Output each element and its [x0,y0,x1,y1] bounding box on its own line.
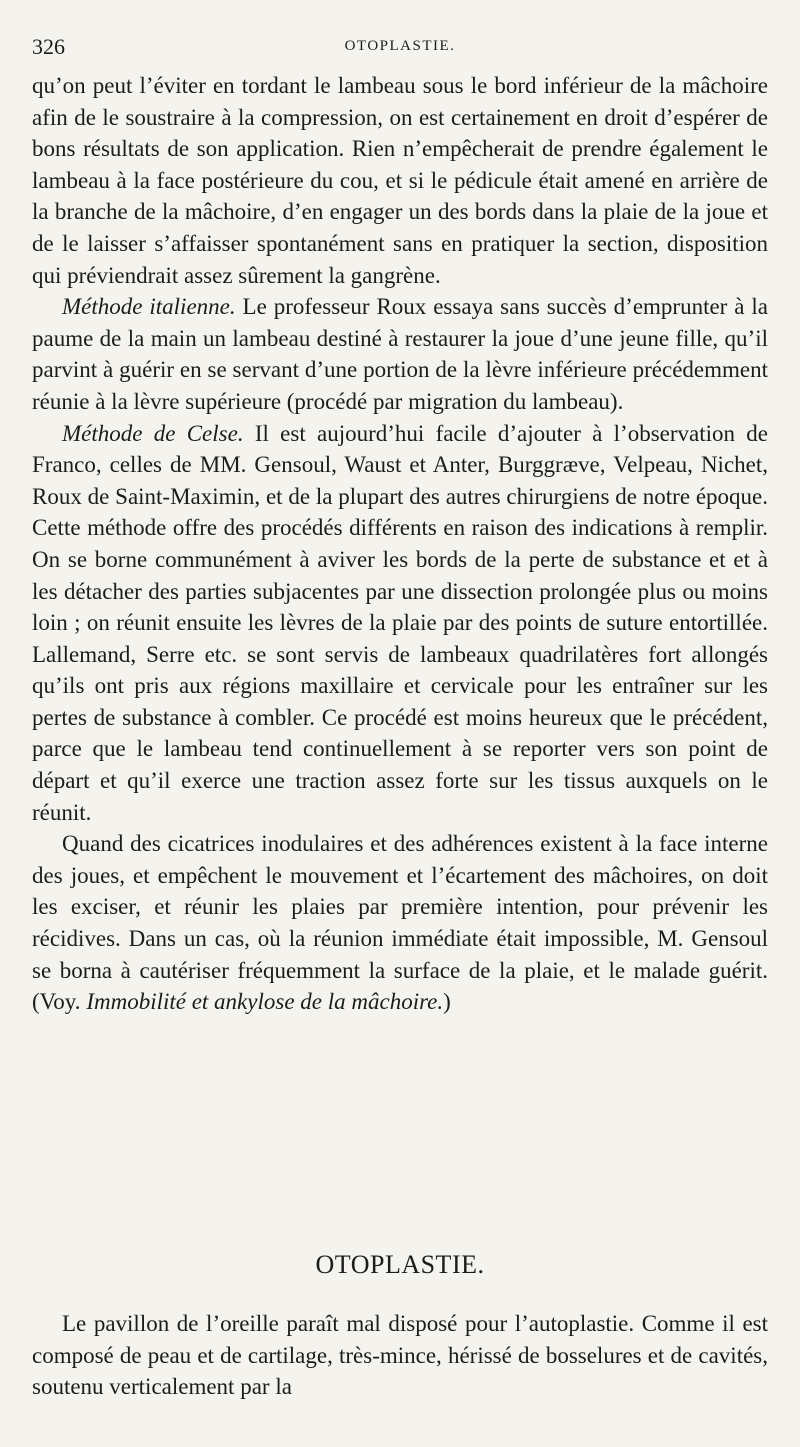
paragraph-text: Le pavillon de l’oreille paraît mal disposé pour l’autoplastie. Comme il est composé de peau et de cartilage, très-mince, hérissé de bosselures et de cavités, soutenu verticalement par la [32,1311,768,1400]
paragraph [32,1308,768,1403]
paragraph-text: Le professeur Roux essaya sans succès d’emprunter à la paume de la main un lambeau destiné à restaurer la joue d’une jeune fille, qu’il parvint à guérir en se servant d’une portion de la lèvre inférieure précédemment réunie à la lèvre supérieure (procédé par migration du lambeau). [32,294,768,414]
paragraph-text: Quand des cicatrices inodulaires et des adhérences existent à la face interne des joues, et empêchent le mouvement et l’écartement des mâchoires, on doit les exciser, et réunir les plaies par première intention, pour prévenir les récidives. Dans un cas, où la réunion immédiate était impossible, M. Gensoul se borna à cautériser fréquemment la surface de la plaie, et le malade guérit. (Voy. [32,831,768,1015]
page-header [32,34,768,64]
paragraph [32,828,768,1018]
paragraph-tail: ) [443,989,451,1015]
page-number: 326 [32,34,65,59]
paragraph [32,291,768,417]
running-title: OTOPLASTIE. [344,38,456,54]
paragraph-lead: Méthode de Celse. [62,420,244,446]
paragraph-lead: Méthode italienne. [62,294,236,320]
paragraph [32,418,768,829]
paragraph-text: qu’on peut l’éviter en tordant le lambeau sous le bord inférieur de la mâchoire afin de le soustraire à la compression, on est certainement en droit d’espérer de bons résultats de son application. Rien n’empêcherait de prendre également le lambeau à la face postérieure du cou, et si le pédicule était amené en arrière de la branche de la mâchoire, d’en engager un des bords dans la plaie de la joue et de le laisser s’affaisser spontanément sans en pratiquer la section, disposition qui préviendrait assez sûrement la gangrène. [32,73,768,288]
cross-reference: Immobilité et ankylose de la mâchoire. [86,989,444,1015]
paragraph-text: Il est aujourd’hui facile d’ajouter à l’observation de Franco, celles de MM. Gensoul, Waust et Anter, Burggræve, Velpeau, Nichet, Roux de Saint-Maximin, et de la plupart des autres chirurgiens de notre époque. Cette méthode offre des procédés différents en raison des indications à remplir. On se borne communément à aviver les bords de la perte de substance et et à les détacher des parties subjacentes par une dissection prolongée plus ou moins loin ; on réunit ensuite les lèvres de la plaie par des points de suture entortillée. Lallemand, Serre etc. se sont servis de lambeaux quadrilatères fort allongés qu’ils ont pris aux régions maxillaire et cervicale pour les entraîner sur les pertes de substance à combler. Ce procédé est moins heureux que le précédent, parce que le lambeau tend continuellement à se reporter vers son point de départ et qu’il exerce une traction assez forte sur les tissus auxquels on le réunit. [32,420,769,825]
body-text [32,70,768,1018]
paragraph [32,70,768,291]
section-title: OTOPLASTIE. [315,1250,485,1279]
section-body [32,1308,768,1403]
